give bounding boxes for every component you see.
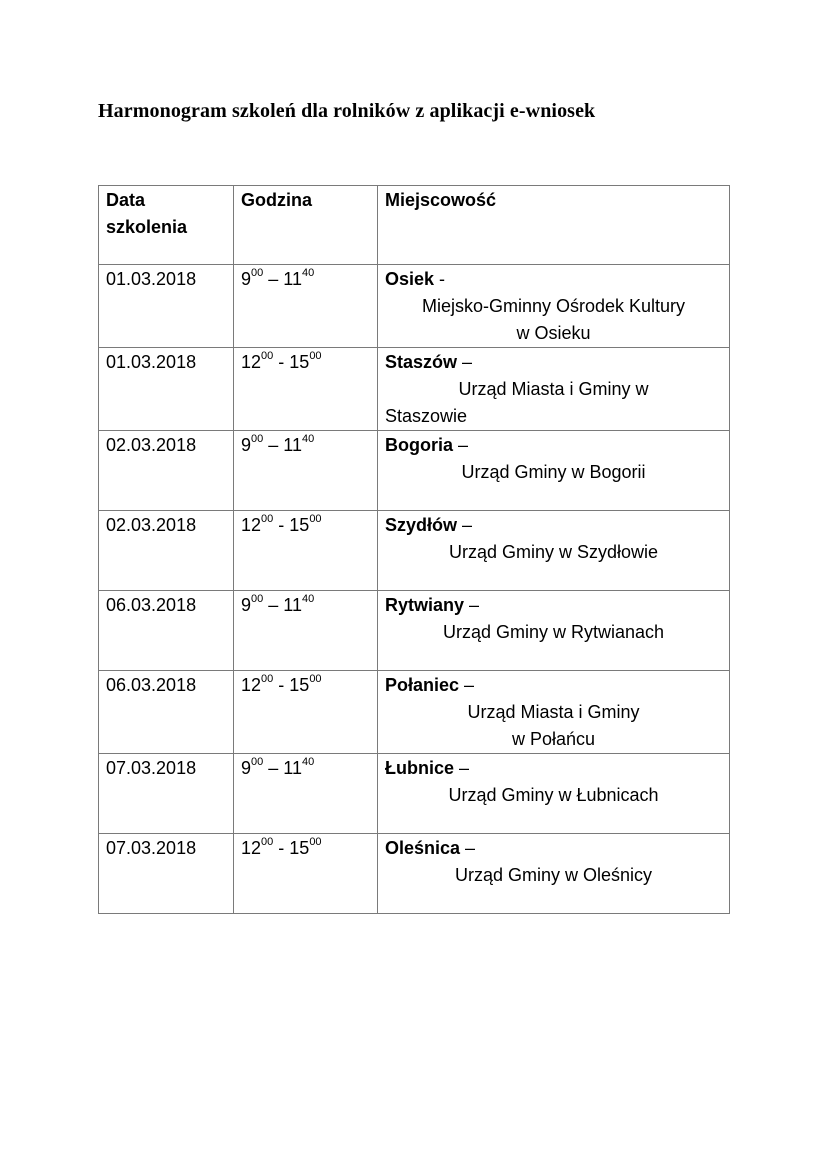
place-name: Szydłów (385, 515, 458, 535)
time-end-minutes: 00 (309, 836, 322, 848)
time-start-minutes: 00 (251, 267, 264, 279)
time-end-minutes: 00 (309, 513, 322, 525)
header-time: Godzina (234, 186, 378, 265)
time-start-minutes: 00 (251, 433, 264, 445)
place-institution: Urząd Miasta i Gminy w (458, 379, 649, 399)
header-place: Miejscowość (378, 186, 730, 265)
cell-place (378, 511, 730, 591)
cell-date: 07.03.2018 (99, 754, 234, 834)
cell-place (378, 754, 730, 834)
time-separator: – (263, 595, 284, 615)
place-name: Łubnice (385, 758, 455, 778)
time-separator: – (263, 758, 284, 778)
place-separator: – (454, 758, 470, 778)
place-institution-cont: w Połańcu (511, 729, 596, 749)
time-start: 12 (241, 675, 262, 695)
cell-date: 02.03.2018 (99, 431, 234, 511)
table-row (99, 834, 730, 914)
cell-date: 06.03.2018 (99, 591, 234, 671)
place-separator: - (434, 269, 446, 289)
time-start: 9 (241, 269, 252, 289)
place-name: Osiek (385, 269, 435, 289)
cell-time (234, 265, 378, 348)
place-institution: Urząd Gminy w Rytwianach (442, 622, 665, 642)
table-row (99, 431, 730, 511)
time-separator: - (273, 352, 290, 372)
time-end: 11 (283, 595, 302, 615)
time-end-minutes: 00 (309, 673, 322, 685)
time-start: 12 (241, 352, 262, 372)
time-end: 15 (289, 675, 310, 695)
table-row (99, 754, 730, 834)
time-end-minutes: 40 (301, 433, 315, 445)
time-end: 15 (289, 838, 310, 858)
time-end: 11 (283, 435, 302, 455)
place-institution: Urząd Gminy w Bogorii (461, 462, 646, 482)
place-name: Rytwiany (385, 595, 465, 615)
time-separator: – (263, 435, 284, 455)
place-separator: – (457, 352, 473, 372)
cell-place (378, 834, 730, 914)
place-institution: Urząd Miasta i Gminy (467, 702, 640, 722)
document-title: Harmonogram szkoleń dla rolników z aplikacji e-wniosek (98, 100, 596, 122)
place-name: Oleśnica (385, 838, 461, 858)
place-name: Bogoria (385, 435, 454, 455)
cell-time (234, 511, 378, 591)
place-institution-cont: w Osieku (516, 323, 591, 343)
table-row (99, 591, 730, 671)
time-start-minutes: 00 (251, 756, 264, 768)
cell-time (234, 834, 378, 914)
place-name: Połaniec (385, 675, 460, 695)
cell-date: 06.03.2018 (99, 671, 234, 754)
cell-date: 07.03.2018 (99, 834, 234, 914)
cell-date: 01.03.2018 (99, 348, 234, 431)
table-row (99, 671, 730, 754)
table-row (99, 511, 730, 591)
cell-time (234, 754, 378, 834)
place-institution: Miejsko-Gminny Ośrodek Kultury (421, 296, 686, 316)
time-end-minutes: 40 (301, 267, 315, 279)
cell-place (378, 265, 730, 348)
time-start-minutes: 00 (261, 513, 274, 525)
place-separator: – (453, 435, 469, 455)
table-row (99, 265, 730, 348)
cell-date: 02.03.2018 (99, 511, 234, 591)
training-schedule-table (98, 185, 730, 914)
place-institution-cont: Staszowie (385, 406, 468, 426)
cell-place (378, 431, 730, 511)
time-start: 12 (241, 838, 262, 858)
time-separator: - (273, 838, 290, 858)
cell-time (234, 671, 378, 754)
cell-time (234, 431, 378, 511)
cell-place (378, 591, 730, 671)
time-start: 9 (241, 758, 252, 778)
time-end: 15 (289, 515, 310, 535)
cell-time (234, 591, 378, 671)
place-separator: – (460, 838, 476, 858)
place-separator: – (457, 515, 473, 535)
place-name: Staszów (385, 352, 458, 372)
place-institution: Urząd Gminy w Szydłowie (448, 542, 659, 562)
time-end: 11 (283, 269, 302, 289)
cell-date: 01.03.2018 (99, 265, 234, 348)
cell-place (378, 671, 730, 754)
place-separator: – (459, 675, 475, 695)
time-end: 15 (289, 352, 310, 372)
cell-place (378, 348, 730, 431)
time-start: 12 (241, 515, 262, 535)
time-separator: - (273, 515, 290, 535)
time-start-minutes: 00 (261, 350, 274, 362)
header-date: Data szkolenia (99, 186, 234, 265)
table-row (99, 348, 730, 431)
place-separator: – (464, 595, 480, 615)
time-start-minutes: 00 (251, 593, 264, 605)
time-end: 11 (283, 758, 302, 778)
time-start: 9 (241, 595, 252, 615)
time-start-minutes: 00 (261, 836, 274, 848)
time-end-minutes: 40 (301, 756, 315, 768)
time-end-minutes: 40 (301, 593, 315, 605)
time-separator: – (263, 269, 284, 289)
cell-time (234, 348, 378, 431)
time-start-minutes: 00 (261, 673, 274, 685)
time-separator: - (273, 675, 290, 695)
place-institution: Urząd Gminy w Łubnicach (448, 785, 659, 805)
table-header-row (99, 186, 730, 265)
time-start: 9 (241, 435, 252, 455)
time-end-minutes: 00 (309, 350, 322, 362)
place-institution: Urząd Gminy w Oleśnicy (454, 865, 653, 885)
